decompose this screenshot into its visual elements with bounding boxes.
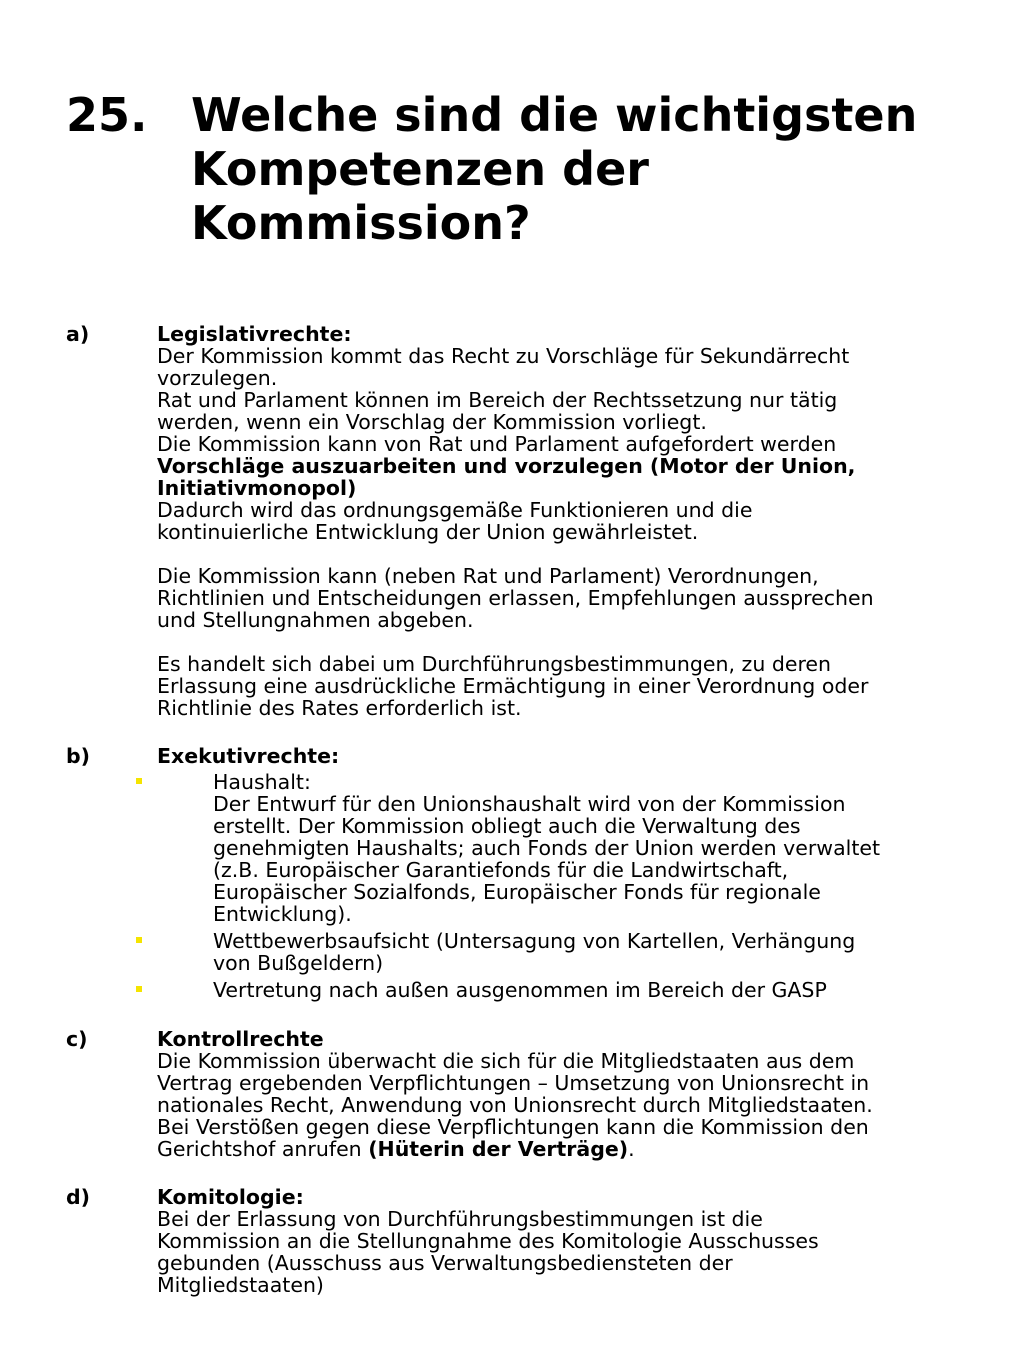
section-d-heading: Komitologie: [157, 1185, 304, 1209]
bullet-line: Europäischer Sozialfonds, Europäischer Fonds für regionale [213, 880, 821, 904]
title-number: 25. [66, 88, 148, 142]
paragraph-line: Es handelt sich dabei um Durchführungsbestimmungen, zu deren [157, 652, 832, 676]
paragraph-line: Rat und Parlament können im Bereich der Rechtssetzung nur tätig [157, 388, 838, 412]
paragraph-line: Die Kommission überwacht die sich für die Mitgliedstaaten aus dem [157, 1049, 855, 1073]
bullet-marker [136, 937, 142, 943]
paragraph-line: Kommission an die Stellungnahme des Komitologie Ausschusses [157, 1229, 819, 1253]
bullet-marker [136, 986, 142, 992]
paragraph-line-mixed [157, 1138, 1007, 1160]
paragraph-line: Erlassung eine ausdrückliche Ermächtigung in einer Verordnung oder [157, 674, 869, 698]
section-c-body [157, 1028, 1007, 1160]
paragraph-line: gebunden (Ausschuss aus Verwaltungsbediensteten der [157, 1251, 733, 1275]
bullet-line: (z.B. Europäischer Garantiefonds für die Landwirtschaft, [213, 858, 789, 882]
emphasis-huterin: (Hüterin der Verträge) [368, 1137, 629, 1161]
paragraph-line: Richtlinien und Entscheidungen erlassen, Empfehlungen aussprechen [157, 586, 874, 610]
section-c-label: c) [66, 1027, 88, 1051]
title-line: Kommission? [191, 196, 531, 250]
paragraph-line: werden, wenn ein Vorschlag der Kommission vorliegt. [157, 410, 707, 434]
paragraph-line: Dadurch wird das ordnungsgemäße Funktionieren und die [157, 498, 753, 522]
section-a-body [157, 323, 1007, 719]
title-text [191, 88, 1011, 250]
bullet-line: Haushalt: [213, 770, 311, 794]
paragraph-line: Mitgliedstaaten) [157, 1273, 324, 1297]
paragraph-line: Vertrag ergebenden Verpflichtungen – Umsetzung von Unionsrecht in [157, 1071, 870, 1095]
paragraph-line: Die Kommission kann von Rat und Parlament aufgefordert werden [157, 432, 837, 456]
section-c-heading: Kontrollrechte [157, 1027, 324, 1051]
paragraph-line: vorzulegen. [157, 366, 278, 390]
paragraph-line: Die Kommission kann (neben Rat und Parlament) Verordnungen, [157, 564, 819, 588]
text-run: Gerichtshof anrufen [157, 1137, 369, 1161]
bullet-item-vertretung [213, 979, 1013, 1001]
section-d-body [157, 1186, 1007, 1296]
bullet-item-haushalt [213, 771, 1013, 925]
bullet-item-wettbewerb [213, 930, 1013, 974]
bullet-line: von Bußgeldern) [213, 951, 384, 975]
bullet-line: Vertretung nach außen ausgenommen im Bereich der GASP [213, 978, 827, 1002]
section-b-label: b) [66, 744, 91, 768]
bullet-line: Der Entwurf für den Unionshaushalt wird von der Kommission [213, 792, 846, 816]
title-line: Welche sind die wichtigsten [191, 88, 918, 142]
section-d-label: d) [66, 1185, 91, 1209]
paragraph-line: und Stellungnahmen abgeben. [157, 608, 474, 632]
bold-line: Initiativmonopol) [157, 476, 357, 500]
bold-line: Vorschläge auszuarbeiten und vorzulegen (Motor der Union, [157, 454, 856, 478]
spacer [157, 631, 1007, 653]
bullet-line: Wettbewerbsaufsicht (Untersagung von Kartellen, Verhängung [213, 929, 856, 953]
paragraph-line: nationales Recht, Anwendung von Unionsrecht durch Mitgliedstaaten. [157, 1093, 873, 1117]
section-b-body [157, 745, 1007, 767]
paragraph-line: Richtlinie des Rates erforderlich ist. [157, 696, 522, 720]
title-line: Kompetenzen der [191, 142, 649, 196]
bullet-line: erstellt. Der Kommission obliegt auch die Verwaltung des [213, 814, 801, 838]
text-run: . [628, 1137, 635, 1161]
paragraph-line: Bei Verstößen gegen diese Verpflichtungen kann die Kommission den [157, 1115, 869, 1139]
section-a-label: a) [66, 322, 90, 346]
bullet-line: genehmigten Haushalts; auch Fonds der Union werden verwaltet [213, 836, 881, 860]
paragraph-line: kontinuierliche Entwicklung der Union gewährleistet. [157, 520, 699, 544]
paragraph-line: Bei der Erlassung von Durchführungsbestimmungen ist die [157, 1207, 763, 1231]
section-b-heading: Exekutivrechte: [157, 744, 340, 768]
bullet-line: Entwicklung). [213, 902, 352, 926]
spacer [157, 543, 1007, 565]
section-a-heading: Legislativrechte: [157, 322, 352, 346]
paragraph-line: Der Kommission kommt das Recht zu Vorschläge für Sekundärrecht [157, 344, 850, 368]
bullet-marker [136, 778, 142, 784]
